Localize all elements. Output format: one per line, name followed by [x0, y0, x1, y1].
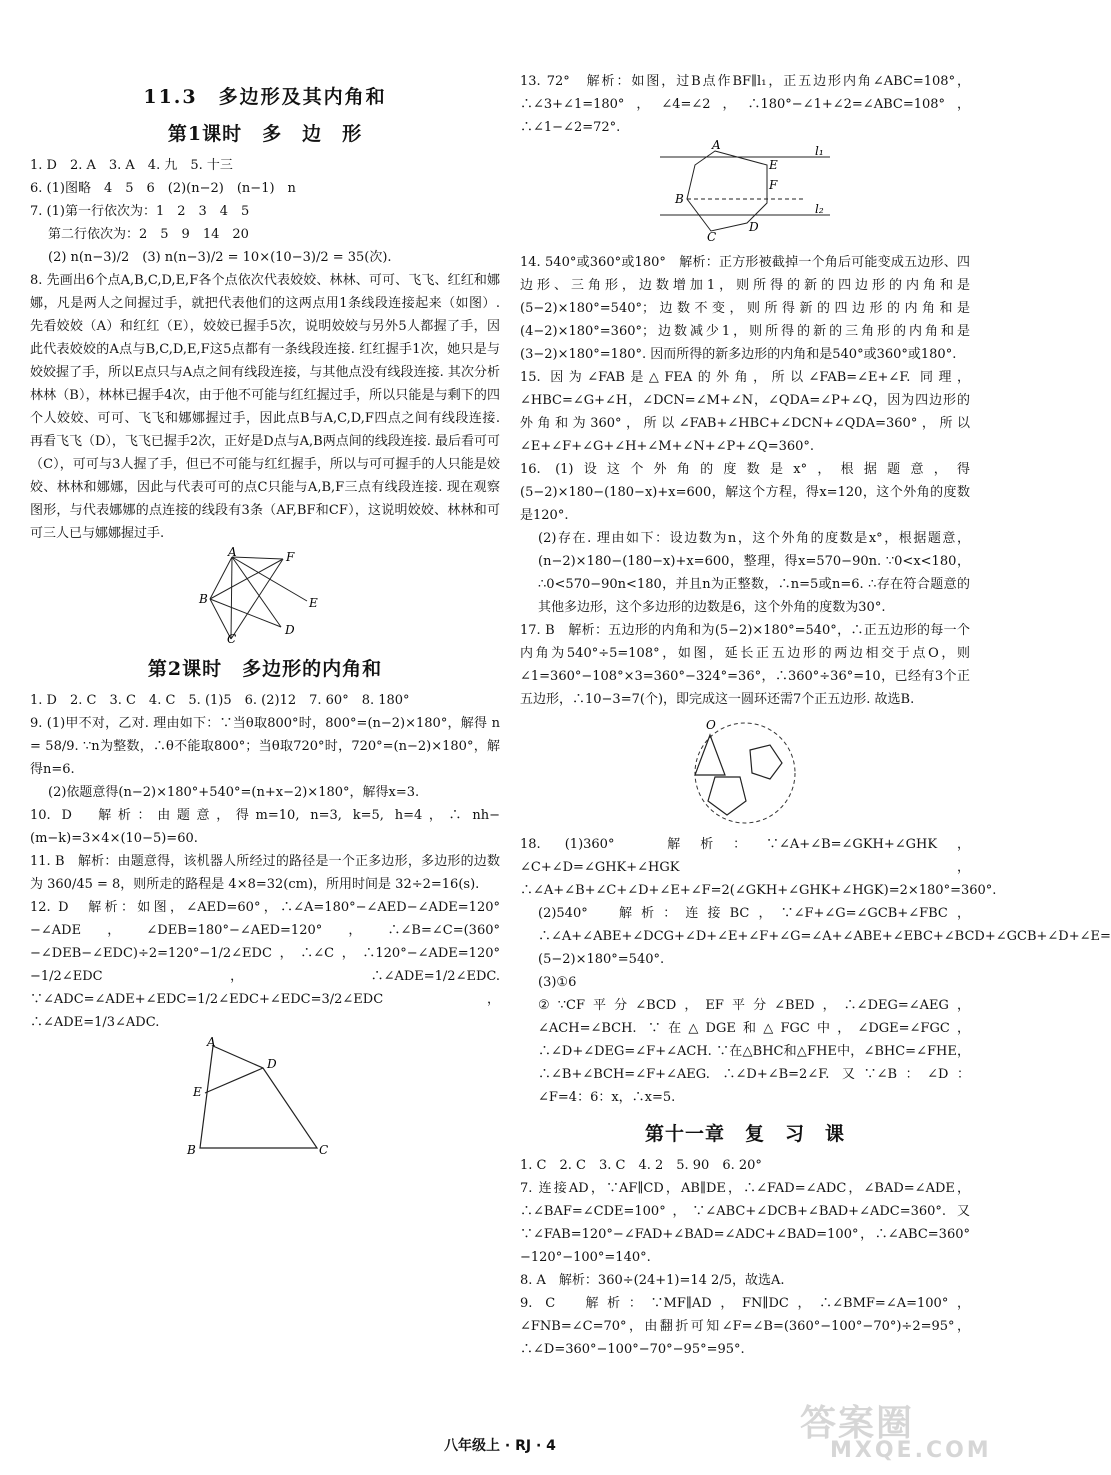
fig2-label-c: C: [319, 1143, 329, 1157]
fig3-label-l1: l₁: [815, 144, 824, 158]
fig2-label-d: D: [267, 1057, 277, 1071]
rv-item-1: 1. C 2. C 3. C 4. 2 5. 90 6. 20°: [520, 1158, 762, 1173]
left-column: [30, 70, 500, 1166]
pentagon-parallel-figure: [655, 138, 835, 244]
r-item-16-2: (2)存在. 理由如下：设边数为n，这个外角的度数是x°，根据题意，(n−2)×180−(180−x)+x=600，整理，得x=570−90n. ∵0<x<180，∴0<570−90n<180，并且n为正整数，∴n=5或n=6. ∴存在符合题意的其他多边形，这个多边形的边数是6，这个外角的度数为30°.: [538, 531, 970, 615]
fig-label-d: D: [285, 623, 295, 637]
l2-item-10: 10. D 解析：由题意，得m=10, n=3, k=5, h=4，∴ nh−(m−k)=3×4×(10−5)=60.: [30, 808, 500, 846]
handshake-figure: [195, 545, 335, 646]
fig-label-b: B: [199, 592, 208, 606]
watermark-logo: [800, 1395, 992, 1465]
l2-item-9-2: (2)依题意得(n−2)×180°+540°=(n+x−2)×180°，解得x=3.: [48, 785, 420, 800]
review-title: 第十一章 复 习 课: [644, 1123, 845, 1145]
right-column: [520, 70, 1111, 1361]
fig3-label-a: A: [712, 138, 721, 152]
r-item-16: 16. (1)设这个外角的度数是x°，根据题意，得(5−2)×180−(180−x)+x=600，解这个方程，得x=120，这个外角的度数是120°.: [520, 462, 970, 523]
r-item-18-2: (2)540° 解析：连接BC，∵∠F+∠G=∠GCB+∠FBC，∴∠A+∠ABE+∠DCG+∠D+∠E+∠F+∠G=∠A+∠ABE+∠EBC+∠BCD+∠GCB+∠D+∠E=(5−2)×180°=540°.: [538, 906, 1111, 967]
r-item-18-3a: (3)①6: [538, 975, 577, 990]
r-item-13: 13. 72° 解析：如图，过B点作BF∥l₁，正五边形内角∠ABC=108°，∴∠3+∠1=180°，∠4=∠2，∴180°−∠1+∠2=∠ABC=108°，∴∠1−∠2=72°.: [520, 74, 970, 135]
pentagon-ring-figure: [670, 715, 820, 825]
lesson2-title: 第2课时 多边形的内角和: [147, 658, 383, 680]
fig-label-f: F: [286, 550, 295, 564]
fig4-label-o: O: [706, 718, 716, 732]
rv-item-8: 8. A 解析：360÷(24+1)=14 2/5，故选A.: [520, 1273, 785, 1288]
trapezoid-figure: [185, 1035, 345, 1158]
l2-item-9: 9. (1)甲不对，乙对. 理由如下：∵当θ取800°时，800°=(n−2)×180°，解得 n = 58/9. ∵n为整数，∴θ不能取800°；当θ取720°时，720°=(n−2)×180°，解得n=6.: [30, 716, 500, 777]
r-item-15: 15. 因为∠FAB是△FEA的外角，所以∠FAB=∠E+∠F. 同理，∠HBC=∠G+∠H，∠DCN=∠M+∠N，∠QDA=∠P+∠Q，因为四边形的外角和为360°，所以∠FAB+∠HBC+∠DCN+∠QDA=360°，所以∠E+∠F+∠G+∠H+∠M+∠N+∠P+∠Q=360°.: [520, 370, 970, 454]
l1-item-7-formula: (2) n(n−3)/2 (3) n(n−3)/2 = 10×(10−3)/2 = 35(次).: [48, 250, 392, 265]
watermark-line2: MXQE.COM: [830, 1438, 992, 1463]
fig3-label-l2: l₂: [815, 202, 824, 216]
fig-label-c: C: [227, 632, 237, 646]
l1-item-8: 8. 先画出6个点A,B,C,D,E,F各个点依次代表姣姣、林林、可可、飞飞、红红和娜娜，凡是两人之间握过手，就把代表他们的这两点用1条线段连接起来（如图）. 先看姣姣（A）和红红（E），姣姣已握手5次，说明姣姣与另外5人都握了手，因此代表姣姣的A点与B,C,D,E,F这5点都有一条线段连接. 红红握手1次，她只是与姣姣握了手，所以E点只与A点之间有线段连接，与其他点没有线段连接. 其次分析林林（B），林林已握手4次，由于他不可能与红红握过手，所以只能是与剩下的四个人姣姣、可可、飞飞和娜娜握过手，因此点B与A,C,D,F四点之间有线段连接. 再看飞飞（D），飞飞已握手2次，正好是D点与A,B两点间的线段连接. 最后看可可（C），可可与3人握了手，但已不可能与红红握手，所以与可可握手的人只能是姣姣、林林和娜娜，因此与代表可可的点C只能与A,B,F三点有线段连接. 现在观察图形，与代表娜娜的点连接的线段有3条（AF,BF和CF），这说明姣姣、林林和可可三人已与娜娜握过手.: [30, 273, 500, 541]
fig2-label-a: A: [207, 1035, 216, 1049]
l1-item-1: 1. D 2. A 3. A 4. 九 5. 十三: [30, 158, 233, 173]
r-item-14: 14. 540°或360°或180° 解析：正方形被截掉一个角后可能变成五边形、四边形、三角形，边数增加1，则所得的新的四边形的内角和是(5−2)×180°=540°；边数不变，则所得新的四边形的内角和是(4−2)×180°=360°；边数减少1，则所得的新的三角形的内角和是(3−2)×180°=180°. 因而所得的新多边形的内角和是540°或360°或180°.: [520, 255, 970, 362]
fig3-label-d: D: [749, 220, 759, 234]
fig3-label-c: C: [707, 230, 717, 244]
fig3-label-e: E: [769, 158, 778, 172]
l2-item-11: 11. B 解析：由题意得，该机器人所经过的路径是一个正多边形，多边形的边数为 360/45 = 8，则所走的路程是 4×8=32(cm)，所用时间是 32÷2=16(s).: [30, 854, 500, 892]
fig2-label-b: B: [187, 1143, 196, 1157]
r-item-18: 18. (1)360° 解析：∵∠A+∠B=∠GKH+∠GHK，∠C+∠D=∠GHK+∠HGK，∴∠A+∠B+∠C+∠D+∠E+∠F=2(∠GKH+∠GHK+∠HGK)=2×180°=360°.: [520, 837, 997, 898]
r-item-17: 17. B 解析：五边形的内角和为(5−2)×180°=540°，∴正五边形的每一个内角为540°÷5=108°，如图，延长正五边形的两边相交于点O，则∠1=360°−108°×3=360°−324°=36°，∴360°÷36°=10，已经有3个正五边形，∴10−3=7(个)，即完成这一圆环还需7个正五边形. 故选B.: [520, 623, 970, 707]
watermark-line1: 答案圈: [800, 1403, 915, 1444]
section-title: 11.3 多边形及其内角和: [143, 86, 387, 108]
lesson1-title: 第1课时 多 边 形: [167, 123, 363, 145]
l1-item-7: 7. (1)第一行依次为：1 2 3 4 5: [30, 204, 250, 219]
fig3-label-b: B: [675, 192, 684, 206]
l2-item-1: 1. D 2. C 3. C 4. C 5. (1)5 6. (2)12 7. 60° 8. 180°: [30, 693, 410, 708]
fig-label-e: E: [309, 596, 318, 610]
l2-item-12: 12. D 解析：如图，∠AED=60°，∴∠A=180°−∠AED−∠ADE=120°−∠ADE，∠DEB=180°−∠AED=120°，∴∠B=∠C=(360°−∠DEB−∠EDC)÷2=120°−1/2∠EDC，∴∠C，∴120°−∠ADE=120°−1/2∠EDC，∴∠ADE=1/2∠EDC. ∵∠ADC=∠ADE+∠EDC=1/2∠EDC+∠EDC=3/2∠EDC，∴∠ADE=1/3∠ADC.: [30, 900, 500, 1030]
rv-item-7: 7. 连接AD，∵AF∥CD，AB∥DE，∴∠FAD=∠ADC，∠BAD=∠ADE，∴∠BAF=∠CDE=100°，∵∠ABC+∠DCB+∠BAD+∠ADC=360°. 又∵∠FAB=120°−∠FAD+∠BAD=∠ADC+∠BAD=100°，∴∠ABC=360°−120°−100°=140°.: [520, 1181, 970, 1265]
page-footer: 八年级上 · RJ · 4: [444, 1438, 556, 1454]
l1-item-7-row2: 第二行依次为：2 5 9 14 20: [48, 227, 249, 242]
r-item-18-3b: ②∵CF平分∠BCD，EF平分∠BED，∴∠DEG=∠AEG，∠ACH=∠BCH. ∵在△DGE和△FGC中，∠DGE=∠FGC，∴∠D+∠DEG=∠F+∠ACH. ∵在△BHC和△FHE中，∠BHC=∠FHE，∴∠B+∠BCH=∠F+∠AEG. ∴∠D+∠B=2∠F. 又∵∠B：∠D：∠F=4：6：x，∴x=5.: [538, 998, 970, 1105]
fig3-label-f: F: [769, 178, 778, 192]
fig2-label-e: E: [193, 1085, 202, 1099]
rv-item-9: 9. C 解析：∵MF∥AD，FN∥DC，∴∠BMF=∠A=100°，∠FNB=∠C=70°，由翻折可知∠F=∠B=(360°−100°−70°)÷2=95°，∴∠D=360°−100°−70°−95°=95°.: [520, 1296, 970, 1357]
l1-item-6: 6. (1)图略 4 5 6 (2)(n−2) (n−1) n: [30, 181, 296, 196]
fig-label-a: A: [228, 545, 237, 559]
